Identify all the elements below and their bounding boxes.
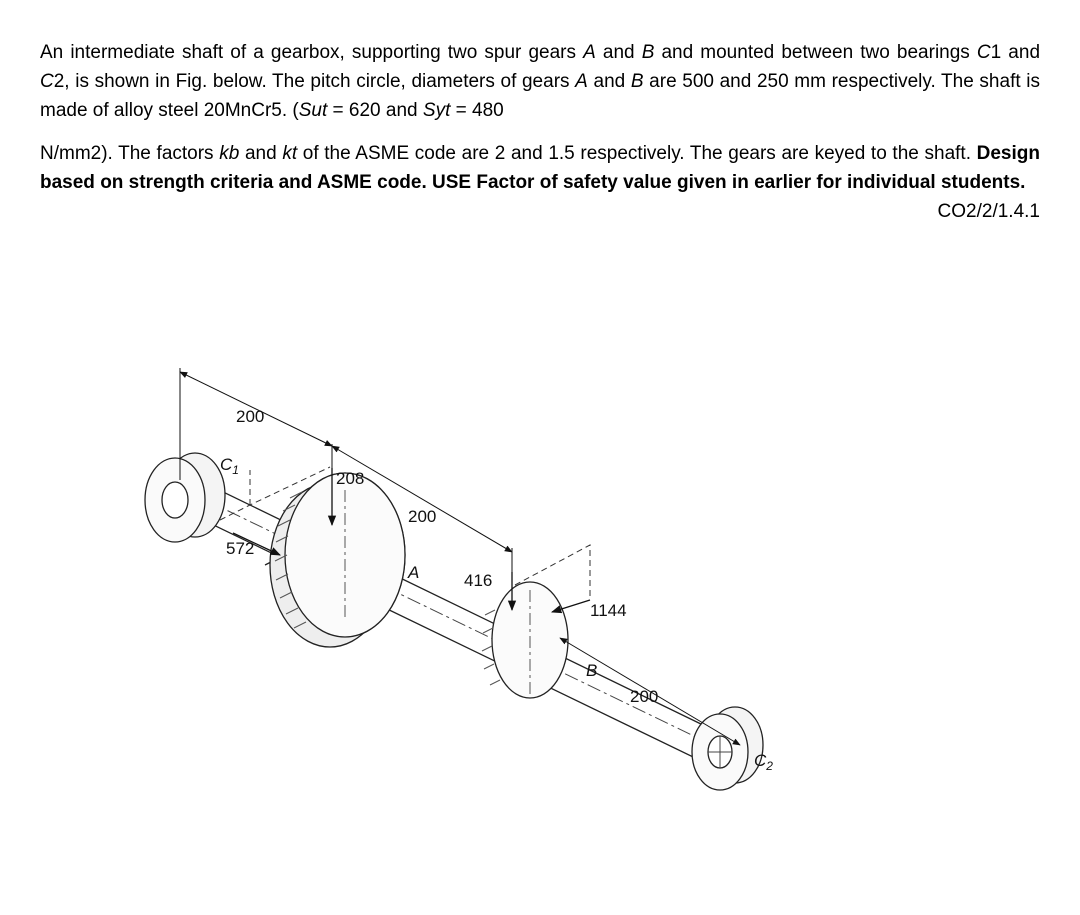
dim-label: 200	[408, 507, 437, 526]
text: and	[239, 143, 283, 164]
text: are 500 and 250 mm respectively. The shaft is made of alloy steel 20MnCr5. (	[40, 71, 1040, 121]
problem-statement	[40, 38, 1040, 226]
sut-symbol: Sut	[298, 100, 328, 121]
course-outcome-ref: CO2/2/1.4.1	[937, 201, 1040, 222]
text: An intermediate shaft of a gearbox, supporting two spur gears	[40, 42, 584, 63]
paragraph-2	[40, 139, 1040, 222]
bearing-c2	[692, 707, 763, 790]
dim-label: 208	[336, 469, 365, 488]
text: of the ASME code are 2 and 1.5 respectively. The gears are keyed to the shaft.	[297, 143, 977, 164]
bearing-c-ref: C	[976, 42, 991, 63]
dim-label: 1144	[590, 601, 627, 620]
gear-b-ref: B	[630, 71, 644, 92]
gear-b-label: B	[586, 661, 598, 680]
gear-b	[482, 582, 568, 698]
paragraph-1	[40, 38, 1040, 125]
bearing-c1-label: $C_1$	[220, 455, 239, 477]
gear-a	[265, 473, 405, 647]
bold-instruction: Design based on strength criteria and ASME code. USE Factor of safety value given in earlier for individual students.	[40, 143, 1040, 193]
gear-a-label: A	[408, 563, 420, 582]
dim-label: 200	[236, 407, 265, 426]
text: 2, is shown in Fig. below. The pitch circle, diameters of gears	[53, 71, 576, 92]
syt-symbol: Syt	[422, 100, 451, 121]
dim-label: 572	[226, 539, 255, 558]
bearing-c1	[145, 453, 225, 542]
text: and	[587, 71, 631, 92]
kt-symbol: kt	[282, 143, 298, 164]
dim-label: 416	[464, 571, 493, 590]
gear-a-ref: A	[583, 42, 596, 63]
bearing-c2-label: $C_2$	[754, 751, 773, 773]
kb-symbol: kb	[219, 143, 240, 164]
dim-label: 200	[630, 687, 659, 706]
bearing-c-ref: C	[40, 71, 54, 92]
text: = 480	[450, 100, 504, 121]
shaft-diagram	[120, 350, 820, 870]
gear-a-ref: A	[575, 71, 588, 92]
text: and	[595, 42, 642, 63]
text: and mounted between two bearings	[654, 42, 977, 63]
text: = 620 and	[327, 100, 423, 121]
gear-b-ref: B	[641, 42, 655, 63]
shaft-figure	[120, 350, 820, 870]
text: N/mm2). The factors	[40, 143, 220, 164]
text: 1 and	[990, 42, 1041, 63]
